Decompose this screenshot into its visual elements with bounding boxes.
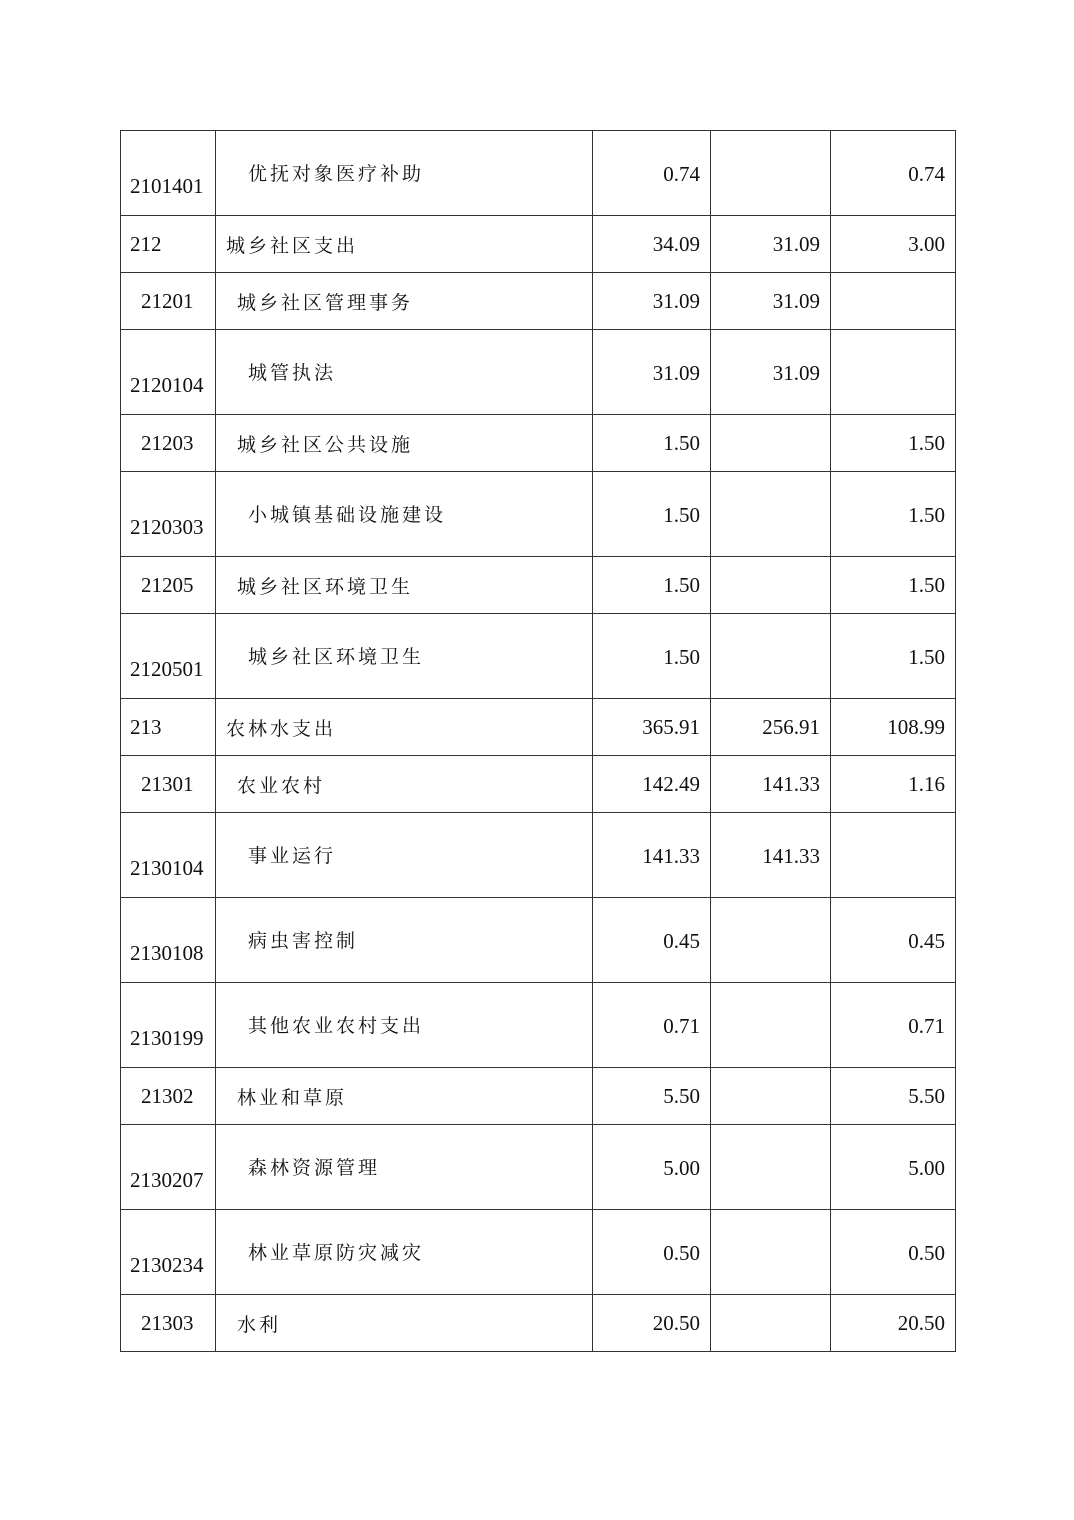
row-name: 城乡社区管理事务 — [216, 273, 593, 330]
table-row — [121, 273, 956, 330]
row-basic — [711, 1210, 831, 1295]
table-row — [121, 699, 956, 756]
row-total: 31.09 — [593, 330, 711, 415]
row-total: 1.50 — [593, 472, 711, 557]
table-row — [121, 415, 956, 472]
row-basic — [711, 898, 831, 983]
table-row — [121, 1295, 956, 1352]
table-row — [121, 983, 956, 1068]
row-name: 病虫害控制 — [216, 898, 593, 983]
row-name: 森林资源管理 — [216, 1125, 593, 1210]
row-name: 农林水支出 — [216, 699, 593, 756]
row-basic — [711, 983, 831, 1068]
table-row — [121, 557, 956, 614]
row-name: 事业运行 — [216, 813, 593, 898]
row-total: 141.33 — [593, 813, 711, 898]
row-project: 0.71 — [831, 983, 956, 1068]
row-code: 21302 — [121, 1068, 216, 1125]
row-basic — [711, 415, 831, 472]
table-row — [121, 813, 956, 898]
row-total: 142.49 — [593, 756, 711, 813]
row-code: 213 — [121, 699, 216, 756]
row-code: 2101401 — [121, 131, 216, 216]
row-basic — [711, 614, 831, 699]
row-name: 城乡社区公共设施 — [216, 415, 593, 472]
row-code: 2120303 — [121, 472, 216, 557]
row-total: 5.50 — [593, 1068, 711, 1125]
row-project — [831, 273, 956, 330]
row-project: 5.50 — [831, 1068, 956, 1125]
row-name: 城管执法 — [216, 330, 593, 415]
row-code: 2130234 — [121, 1210, 216, 1295]
row-total: 20.50 — [593, 1295, 711, 1352]
row-total: 1.50 — [593, 415, 711, 472]
row-basic — [711, 1068, 831, 1125]
row-basic: 256.91 — [711, 699, 831, 756]
row-name: 农业农村 — [216, 756, 593, 813]
table-row — [121, 614, 956, 699]
row-total: 0.45 — [593, 898, 711, 983]
row-code: 2130199 — [121, 983, 216, 1068]
row-basic: 31.09 — [711, 273, 831, 330]
row-code: 21205 — [121, 557, 216, 614]
row-total: 5.00 — [593, 1125, 711, 1210]
table-row — [121, 472, 956, 557]
row-total: 34.09 — [593, 216, 711, 273]
row-basic — [711, 131, 831, 216]
row-project: 3.00 — [831, 216, 956, 273]
row-total: 1.50 — [593, 614, 711, 699]
row-basic: 141.33 — [711, 756, 831, 813]
row-total: 365.91 — [593, 699, 711, 756]
table-row — [121, 1210, 956, 1295]
row-project: 1.50 — [831, 557, 956, 614]
row-total: 0.50 — [593, 1210, 711, 1295]
row-basic — [711, 557, 831, 614]
table-row — [121, 1068, 956, 1125]
budget-table — [120, 130, 956, 1352]
row-basic: 141.33 — [711, 813, 831, 898]
row-total: 0.71 — [593, 983, 711, 1068]
row-total: 0.74 — [593, 131, 711, 216]
row-project — [831, 813, 956, 898]
row-name: 城乡社区环境卫生 — [216, 557, 593, 614]
table-row — [121, 330, 956, 415]
row-basic: 31.09 — [711, 330, 831, 415]
row-name: 城乡社区环境卫生 — [216, 614, 593, 699]
row-code: 212 — [121, 216, 216, 273]
row-code: 21303 — [121, 1295, 216, 1352]
row-code: 21203 — [121, 415, 216, 472]
row-project: 1.50 — [831, 614, 956, 699]
row-code: 2120501 — [121, 614, 216, 699]
row-project: 1.50 — [831, 472, 956, 557]
row-basic — [711, 1125, 831, 1210]
row-code: 2130207 — [121, 1125, 216, 1210]
row-code: 2130108 — [121, 898, 216, 983]
row-code: 21201 — [121, 273, 216, 330]
row-code: 2120104 — [121, 330, 216, 415]
row-name: 林业草原防灾减灾 — [216, 1210, 593, 1295]
row-name: 其他农业农村支出 — [216, 983, 593, 1068]
row-project: 1.50 — [831, 415, 956, 472]
table-row — [121, 131, 956, 216]
row-project: 5.00 — [831, 1125, 956, 1210]
row-project: 108.99 — [831, 699, 956, 756]
row-project — [831, 330, 956, 415]
row-basic — [711, 472, 831, 557]
table-row — [121, 216, 956, 273]
row-code: 21301 — [121, 756, 216, 813]
row-basic: 31.09 — [711, 216, 831, 273]
row-project: 0.45 — [831, 898, 956, 983]
row-name: 小城镇基础设施建设 — [216, 472, 593, 557]
table-row — [121, 756, 956, 813]
row-basic — [711, 1295, 831, 1352]
row-name: 水利 — [216, 1295, 593, 1352]
row-total: 1.50 — [593, 557, 711, 614]
table-row — [121, 1125, 956, 1210]
row-project: 0.50 — [831, 1210, 956, 1295]
row-project: 0.74 — [831, 131, 956, 216]
row-total: 31.09 — [593, 273, 711, 330]
row-name: 城乡社区支出 — [216, 216, 593, 273]
row-project: 20.50 — [831, 1295, 956, 1352]
row-project: 1.16 — [831, 756, 956, 813]
table-row — [121, 898, 956, 983]
row-code: 2130104 — [121, 813, 216, 898]
row-name: 林业和草原 — [216, 1068, 593, 1125]
row-name: 优抚对象医疗补助 — [216, 131, 593, 216]
